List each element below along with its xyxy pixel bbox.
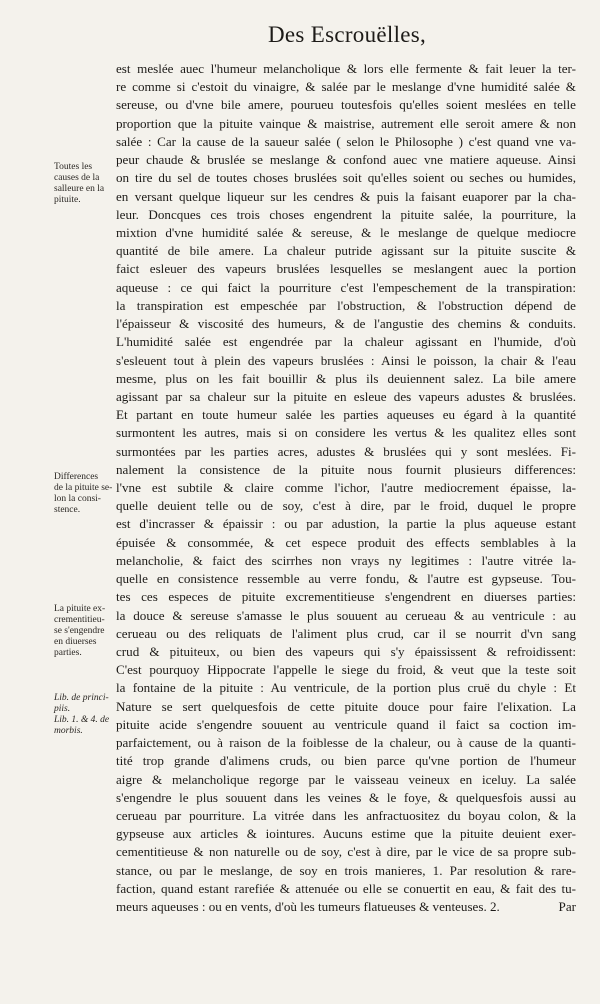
text-line [116,880,576,898]
margin-note-line: pituite. [54,195,81,205]
text-line [116,643,576,661]
text-line-content: melancholie, & faict des scirrhes non vrays ny legitimes : l'autre vitrée la- [116,552,576,568]
margin-note-line: Lib. 1. & 4. de [54,715,110,725]
text-line-content: mixtion d'vne humidité salée & sereuse, & le meslange de quelque mediocre [116,224,576,240]
text-line [116,443,576,461]
text-line [116,315,576,333]
text-line-content: gypseuse aux articles & iointures. Aucuns estime que la pituite deuient exer- [116,826,576,842]
text-line-content: tes ces especes de pituite excrementitieuse s'engendrent en diuerses parties: [116,589,576,605]
text-line-content: aigre & melancholique regorge par le vaisseau veineux en iceluy. La salée [116,771,576,787]
text-line [116,461,576,479]
text-line [116,388,576,406]
text-line [116,151,576,169]
text-line-content: pituite acide s'engendre souuent au ventricule quand il faict sa coction im- [116,716,576,732]
margin-note-line: en diuerses [54,637,97,647]
text-line [116,771,576,789]
margin-note-line: Lib. de princi- [54,693,109,703]
text-line-content: cerueau ou des reliquats de l'aliment plus crud, car il se nourrit d'vn sang [116,625,576,641]
text-line-content: crud & pituiteux, ou bien des vapeurs qui s'y épaississent & refroidissent: [116,644,576,659]
margin-note-causes-salty-pituite [54,162,108,206]
margin-note-line: lon la consi- [54,494,101,504]
text-line [116,497,576,515]
text-line-content: faict esleuer des vapeurs bruslées lesquelles se meslangent auec la portion [116,261,576,277]
text-line [116,607,576,625]
text-line [116,242,576,260]
text-line [116,96,576,114]
text-line-content: cementitieuse & non naturelle ou de soy, c'est à dire, par le vice de sa propre sub- [116,844,576,860]
text-line [116,515,576,533]
text-line-content: quelle deuient telle ou de soy, c'est à dire, par le froid, duquel le propre [116,498,576,514]
text-line-content: L'humidité salée est engendrée par la chaleur agissant en l'humide, d'où [116,334,576,350]
text-line-content: épuisée & consommée, & cet espece produit des effects semblables à la [116,534,576,550]
text-line-content: la douce & sereuse s'amasse le plus souuent au cerueau & au ventricule : au [116,607,576,623]
text-line [116,479,576,497]
text-line-content: C'est pourquoy Hippocrate l'appelle le siege du froid, & veut que la teste soit [116,662,576,678]
text-line-content: peur chaude & bruslée se meslange & confond auec vne matiere aqueuse. Ainsi [116,152,576,168]
margin-note-line: stence. [54,505,81,515]
text-line [116,333,576,351]
margin-note-line: causes de la [54,173,100,183]
margin-note-references-hippocrates [54,693,108,737]
margin-note-differences-consistence [54,472,113,516]
text-line-content: re comme si c'estoit du vinaigre, & salée par le meslange d'vne humidité salée & [116,79,576,95]
text-line [116,734,576,752]
text-line-content: s'esleuent tout à plein des vapeurs bruslées : Ainsi le poisson, la chair & l'eau [116,352,576,368]
text-line [116,661,576,679]
text-line-content: proportion que la pituite vainque & maistrise, autrement elle seroit amere & non [116,115,576,131]
text-line [116,807,576,825]
text-line-content: tité trop grande d'alimens cruds, ou bien parce qu'vne portion de l'humeur [116,753,576,769]
text-line-content: parfaictement, ou à raison de la foiblesse de la chaleur, ou à cause de la quanti- [116,735,576,751]
text-line-content: surmontées par les parties acres, adustes & bruslées qui y sont meslées. Fi- [116,443,576,459]
text-line [116,898,576,916]
text-line [116,406,576,424]
margin-note-line: de la pituite se- [54,483,113,493]
text-line [116,133,576,151]
text-line [116,789,576,807]
text-line-content: salée : Car la cause de la saueur salée ( selon le Philosophe ) c'est quand vne va- [116,133,576,149]
text-line [116,862,576,880]
text-line [116,588,576,606]
text-line [116,424,576,442]
text-line-content: mesme, plus on les fait bouillir & plus ils deuiennent salez. La bile amere [116,370,576,386]
text-line-content: cerueau par pourriture. La vitrée dans les anfractuositez du boyau colon, & la [116,807,576,823]
running-head: Des Escrouëlles, [268,22,427,47]
text-line [116,752,576,770]
text-line [116,370,576,388]
margin-note-line: parties. [54,648,82,658]
text-line [116,570,576,588]
text-line-content: la transpiration est empeschée par l'obstruction, & l'obstruction dépend de [116,297,576,313]
text-line [116,625,576,643]
text-line-content: est d'incrasser & épaissir : ou par adustion, la partie la plus aqueuse estant [116,516,576,532]
text-line [116,698,576,716]
text-line [116,115,576,133]
text-line-content: meurs aqueuses : ou en vents, d'où les tumeurs flatueuses & venteuses. 2. [116,899,500,915]
text-line-content: s'engendre le plus souuent dans les veines & le foye, & quelquesfois aussi au [116,789,576,805]
body-text [116,60,576,916]
text-line-content: on tire du sel de toutes choses bruslées soit qu'elles soient ou seches ou humides, [116,170,576,186]
margin-note-line: salleure en la [54,184,105,194]
text-line-content: l'épaisseur & viscosité des humeurs, & de l'angustie des chemins & conduits. [116,316,576,332]
margin-note-line: Differences [54,472,99,482]
text-line-content: stance, ou par le meslange, de soy en trois manieres, 1. Par resolution & rare- [116,862,576,878]
text-line [116,206,576,224]
text-line-content: quantité de bile amere. La chaleur putride agissant sur la pituite suscite & [116,243,576,259]
text-line-content: l'vne est subtile & claire comme l'ichor, l'autre mediocrement épaisse, la- [116,480,576,496]
text-line-content: Et partant en toute humeur salée les parties aqueuses eu égard à la quantité [116,407,576,423]
catchword: Par [558,899,576,915]
text-line-content: sereuse, ou d'vne bile amere, pourueu toutesfois qu'elles soient meslées en telle [116,97,576,113]
text-line-content: nalement la consistence de la pituite nous fournit plusieurs differences: [116,461,576,477]
text-line [116,260,576,278]
text-line [116,188,576,206]
text-line-content: leur. Doncques ces trois choses engendrent la pituite salée, la pourriture, la [116,206,576,222]
text-line [116,825,576,843]
margin-note-line: morbis. [54,726,83,736]
text-line [116,279,576,297]
margin-note-line: La pituite ex- [54,604,106,614]
text-line-content: quelle en consistence ressemble au verre fondu, & l'autre est gypseuse. Tou- [116,571,576,587]
text-line-content: surmontent les autres, mais si on considere les vertus & les qualitez elles sont [116,425,576,441]
text-line-content: Nature se sert quelquesfois de cette pituite douce pour faire l'elixation. La [116,698,576,714]
text-line [116,679,576,697]
text-line [116,78,576,96]
margin-note-line: se s'engendre [54,626,105,636]
text-line [116,224,576,242]
text-line-content: est meslée auec l'humeur melancholique & lors elle fermente & fait leuer la ter- [116,61,576,76]
text-line-content: aqueuse : ce qui faict la pourriture c'est l'empeschement de la transpiration: [116,279,576,295]
text-line-content: la fontaine de la pituite : Au ventricule, de la portion plus cruë du chyle : Et [116,680,576,696]
margin-note-excrementitious-pituite [54,604,108,659]
text-line-content: en versant quelque liqueur sur les cendres & puis la faisant euaporer par la cha- [116,188,576,204]
text-line-content: agissant par sa chaleur sur la pituite en esleue des vapeurs adustes & bruslées. [116,388,576,404]
text-line [116,352,576,370]
text-line [116,716,576,734]
text-line [116,552,576,570]
text-line [116,169,576,187]
text-line [116,843,576,861]
text-line [116,534,576,552]
text-line-content: faction, quand estant rarefiée & attenuée ou elle se conuertit en eau, & fait des tu- [116,880,576,896]
margin-note-line: crementitieu- [54,615,105,625]
margin-note-line: Toutes les [54,162,93,172]
text-line [116,60,576,78]
margin-note-line: piis. [54,704,71,714]
text-line [116,297,576,315]
